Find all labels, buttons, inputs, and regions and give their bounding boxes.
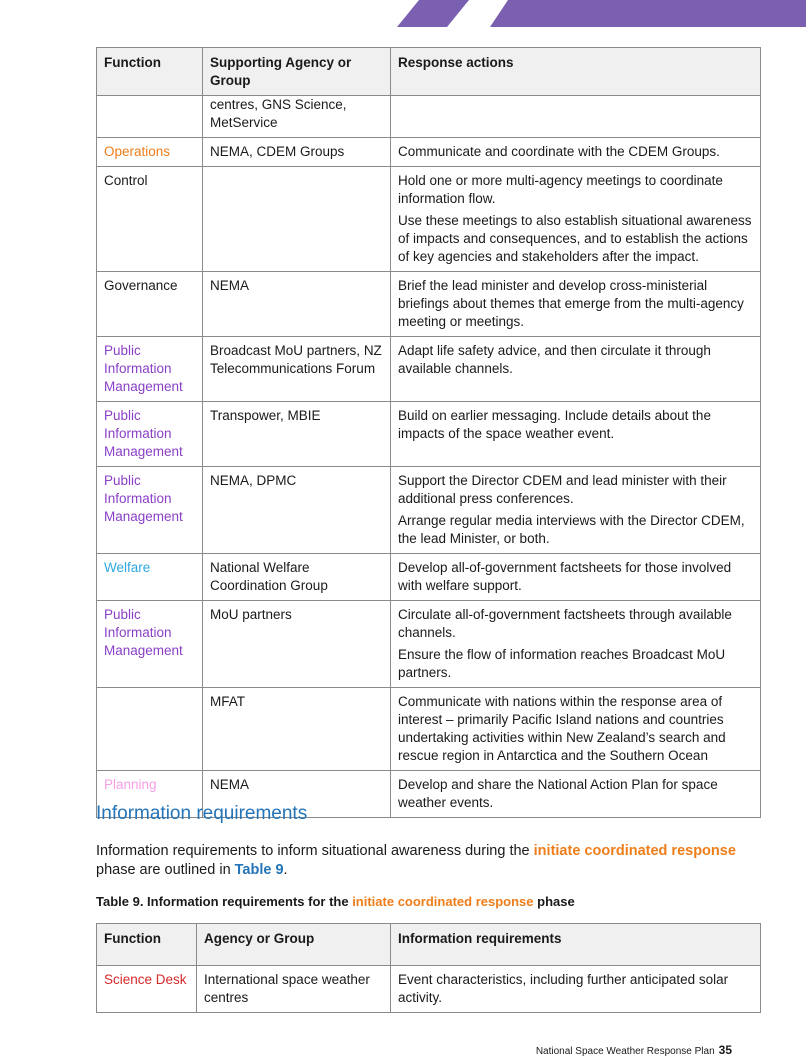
table-caption <box>96 894 575 909</box>
table-row <box>97 272 761 337</box>
function-cell <box>97 96 203 138</box>
agency-cell: Broadcast MoU partners, NZ Telecommunications Forum <box>203 337 391 402</box>
header-decoration-right <box>490 0 806 27</box>
agency-cell: centres, GNS Science, MetService <box>203 96 391 138</box>
function-cell <box>97 688 203 771</box>
function-cell: Public Information Management <box>97 402 203 467</box>
table-row <box>97 688 761 771</box>
function-cell: Governance <box>97 272 203 337</box>
agency-cell: NEMA, CDEM Groups <box>203 138 391 167</box>
table-row <box>97 966 761 1013</box>
agency-cell: MFAT <box>203 688 391 771</box>
function-cell: Welfare <box>97 554 203 601</box>
action-text: Hold one or more multi-agency meetings to coordinate information flow. <box>398 173 723 206</box>
function-cell: Control <box>97 167 203 272</box>
header-actions: Response actions <box>391 48 761 96</box>
response-actions-table <box>96 47 761 818</box>
footer-title: National Space Weather Response Plan <box>535 1046 715 1057</box>
page-number: 35 <box>718 1043 732 1057</box>
action-text: Develop and share the National Action Plan for space weather events. <box>398 777 718 810</box>
table-row <box>97 402 761 467</box>
table-row <box>97 167 761 272</box>
phase-highlight: initiate coordinated response <box>533 843 736 859</box>
information-requirements-table <box>96 923 761 1013</box>
table-row <box>97 467 761 554</box>
function-cell: Planning <box>97 771 203 818</box>
action-text: Circulate all-of-government factsheets through available channels. <box>398 607 732 640</box>
intro-text-end: . <box>283 862 288 878</box>
table-header-row <box>97 924 761 966</box>
header-decoration-left <box>397 0 469 27</box>
action-text: Build on earlier messaging. Include details about the impacts of the space weather event. <box>398 408 711 441</box>
page-footer <box>536 1043 732 1057</box>
agency-cell <box>203 167 391 272</box>
agency-cell: MoU partners <box>203 601 391 688</box>
function-cell: Public Information Management <box>97 337 203 402</box>
action-text: Use these meetings to also establish situational awareness of impacts and consequences, and to establish the actions of key agencies and stakeholders after the impact. <box>398 213 752 264</box>
agency-cell: NEMA <box>203 771 391 818</box>
actions-cell <box>391 688 761 771</box>
caption-text-start: Table 9. Information requirements for the <box>96 894 353 909</box>
action-text: Develop all-of-government factsheets for those involved with welfare support. <box>398 560 732 593</box>
actions-cell <box>391 402 761 467</box>
actions-cell <box>391 272 761 337</box>
agency-cell: NEMA, DPMC <box>203 467 391 554</box>
actions-cell <box>391 167 761 272</box>
actions-cell <box>391 554 761 601</box>
actions-cell <box>391 771 761 818</box>
agency-cell: Transpower, MBIE <box>203 402 391 467</box>
section-heading: Information requirements <box>96 803 308 824</box>
function-cell: Public Information Management <box>97 601 203 688</box>
header-agency: Agency or Group <box>197 924 391 966</box>
table-9-link[interactable]: Table 9 <box>234 862 284 878</box>
action-text: Support the Director CDEM and lead minister with their additional press conferences. <box>398 473 727 506</box>
actions-cell <box>391 96 761 138</box>
table-row <box>97 96 761 138</box>
action-text: Adapt life safety advice, and then circulate it through available channels. <box>398 343 711 376</box>
action-text: Communicate and coordinate with the CDEM Groups. <box>398 144 720 159</box>
action-text: Communicate with nations within the response area of interest – primarily Pacific Island nations and countries undertaking activities within New Zealand’s search and rescue region in Antarctica and the Southern Ocean <box>398 694 726 763</box>
function-cell: Public Information Management <box>97 467 203 554</box>
function-cell: Science Desk <box>97 966 197 1013</box>
caption-text-end: phase <box>533 894 575 909</box>
header-function: Function <box>97 924 197 966</box>
action-text: Brief the lead minister and develop cross-ministerial briefings about themes that emerge from the multi-agency meeting or meetings. <box>398 278 744 329</box>
table-row <box>97 337 761 402</box>
caption-phase-highlight: initiate coordinated response <box>352 894 534 909</box>
intro-text-start: Information requirements to inform situational awareness during the <box>96 843 534 859</box>
table-row <box>97 554 761 601</box>
function-cell: Operations <box>97 138 203 167</box>
actions-cell <box>391 601 761 688</box>
actions-cell <box>391 966 761 1013</box>
table-row <box>97 601 761 688</box>
action-text: Event characteristics, including further anticipated solar activity. <box>398 972 729 1005</box>
agency-cell: National Welfare Coordination Group <box>203 554 391 601</box>
table-header-row <box>97 48 761 96</box>
agency-cell: International space weather centres <box>197 966 391 1013</box>
header-agency: Supporting Agency or Group <box>203 48 391 96</box>
actions-cell <box>391 337 761 402</box>
actions-cell <box>391 138 761 167</box>
table-row <box>97 138 761 167</box>
header-information: Information requirements <box>391 924 761 966</box>
intro-paragraph <box>96 842 736 880</box>
intro-text-middle: phase are outlined in <box>96 862 235 878</box>
actions-cell <box>391 467 761 554</box>
action-text: Arrange regular media interviews with the Director CDEM, the lead Minister, or both. <box>398 513 745 546</box>
header-function: Function <box>97 48 203 96</box>
agency-cell: NEMA <box>203 272 391 337</box>
action-text: Ensure the flow of information reaches Broadcast MoU partners. <box>398 647 726 680</box>
